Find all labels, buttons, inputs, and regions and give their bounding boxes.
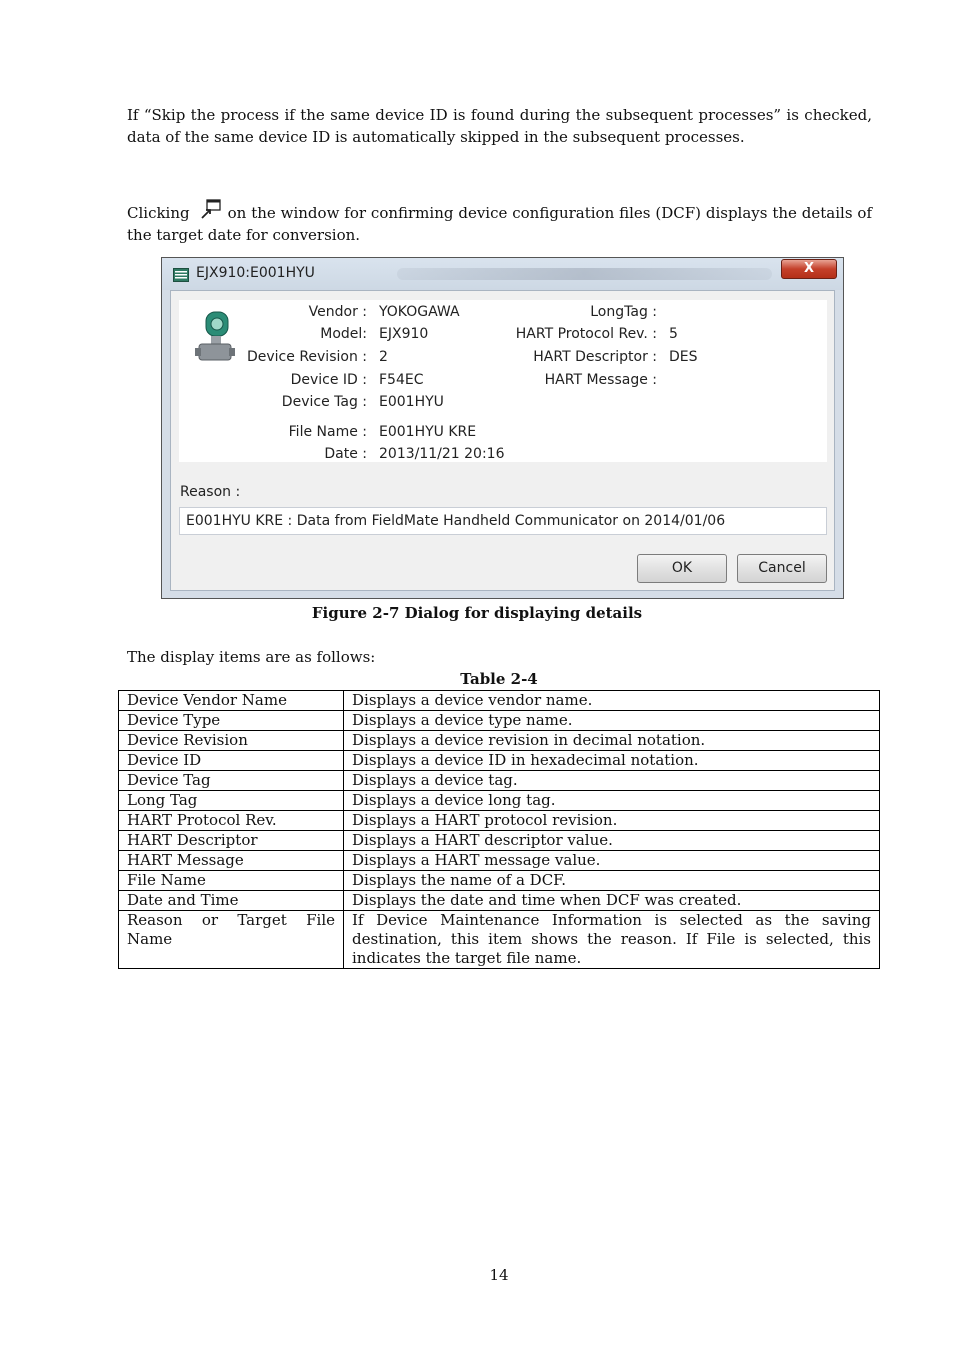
page-number: 14 <box>489 1266 509 1284</box>
transmitter-icon <box>195 306 235 366</box>
table-item-name: Device Type <box>119 711 344 731</box>
details-window-icon <box>200 198 222 220</box>
table-row <box>119 711 880 731</box>
table-row <box>119 911 880 969</box>
dialog-titlebar[interactable] <box>162 258 843 290</box>
table-title: Table 2-4 <box>460 670 538 688</box>
hart-descriptor-value: DES <box>669 349 698 365</box>
cancel-button[interactable]: Cancel <box>737 554 827 583</box>
date-label: Date : <box>324 446 367 462</box>
table-row <box>119 791 880 811</box>
display-items-intro: The display items are as follows: <box>127 648 376 666</box>
model-value: EJX910 <box>379 326 429 342</box>
date-value: 2013/11/21 20:16 <box>379 446 505 462</box>
figure-caption: Figure 2-7 Dialog for displaying details <box>311 604 643 622</box>
table-item-description: Displays a device ID in hexadecimal notation. <box>344 751 880 771</box>
details-dialog <box>161 257 844 599</box>
table-item-description: Displays a HART protocol revision. <box>344 811 880 831</box>
model-label: Model: <box>320 326 367 342</box>
table-row <box>119 771 880 791</box>
reason-label: Reason : <box>180 484 241 500</box>
vendor-label: Vendor : <box>308 304 367 320</box>
file-name-label: File Name : <box>288 424 367 440</box>
device-tag-label: Device Tag : <box>281 394 367 410</box>
table-item-name: Long Tag <box>119 791 344 811</box>
table-item-name: File Name <box>119 871 344 891</box>
table-item-description: Displays the date and time when DCF was created. <box>344 891 880 911</box>
table-item-name: Device Vendor Name <box>119 691 344 711</box>
table-item-name: HART Message <box>119 851 344 871</box>
table-item-name: Date and Time <box>119 891 344 911</box>
reason-field[interactable]: E001HYU KRE : Data from FieldMate Handheld Communicator on 2014/01/06 <box>179 507 827 535</box>
intro-paragraph: If “Skip the process if the same device ID is found during the subsequent processes” is checked, data of the same device ID is automatically skipped in the subsequent processes. <box>127 106 872 146</box>
device-info-panel <box>179 300 827 462</box>
display-items-table <box>118 690 880 969</box>
table-item-name: Device ID <box>119 751 344 771</box>
table-row <box>119 691 880 711</box>
device-revision-label: Device Revision : <box>246 349 367 365</box>
table-item-description: Displays a device type name. <box>344 711 880 731</box>
ok-button[interactable]: OK <box>637 554 727 583</box>
app-window-icon <box>173 267 189 281</box>
table-item-name: HART Descriptor <box>119 831 344 851</box>
table-item-name: Reason or Target File Name <box>119 911 344 969</box>
table-row <box>119 751 880 771</box>
table-row <box>119 891 880 911</box>
dialog-title: EJX910:E001HYU <box>196 265 315 281</box>
table-row <box>119 811 880 831</box>
file-name-value: E001HYU KRE <box>379 424 477 440</box>
device-id-value: F54EC <box>379 372 424 388</box>
table-item-description: Displays a HART descriptor value. <box>344 831 880 851</box>
table-item-name: HART Protocol Rev. <box>119 811 344 831</box>
table-item-name: Device Revision <box>119 731 344 751</box>
table-item-description: If Device Maintenance Information is selected as the saving destination, this item shows the reason. If File is selected, this indicates the target file name. <box>344 911 880 969</box>
hart-message-label: HART Message : <box>544 372 657 388</box>
table-row <box>119 731 880 751</box>
table-item-description: Displays a device tag. <box>344 771 880 791</box>
table-row <box>119 851 880 871</box>
table-row <box>119 871 880 891</box>
hart-protocol-rev-label: HART Protocol Rev. : <box>515 326 657 342</box>
table-row <box>119 831 880 851</box>
table-item-description: Displays a device vendor name. <box>344 691 880 711</box>
device-id-label: Device ID : <box>290 372 367 388</box>
device-revision-value: 2 <box>379 349 388 365</box>
hart-descriptor-label: HART Descriptor : <box>533 349 657 365</box>
table-item-description: Displays the name of a DCF. <box>344 871 880 891</box>
dialog-body <box>170 290 835 591</box>
table-item-description: Displays a device long tag. <box>344 791 880 811</box>
details-paragraph <box>127 198 872 246</box>
hart-protocol-rev-value: 5 <box>669 326 678 342</box>
longtag-label: LongTag : <box>590 304 657 320</box>
table-item-description: Displays a device revision in decimal notation. <box>344 731 880 751</box>
details-paragraph-start: Clicking <box>127 204 190 222</box>
device-tag-value: E001HYU <box>379 394 444 410</box>
table-item-name: Device Tag <box>119 771 344 791</box>
vendor-value: YOKOGAWA <box>379 304 460 320</box>
details-paragraph-end: on the window for confirming device configuration files (DCF) displays the details of the target date for conversion. <box>127 204 872 244</box>
blurred-title-text <box>397 268 772 280</box>
close-button[interactable]: X <box>781 259 837 279</box>
table-item-description: Displays a HART message value. <box>344 851 880 871</box>
